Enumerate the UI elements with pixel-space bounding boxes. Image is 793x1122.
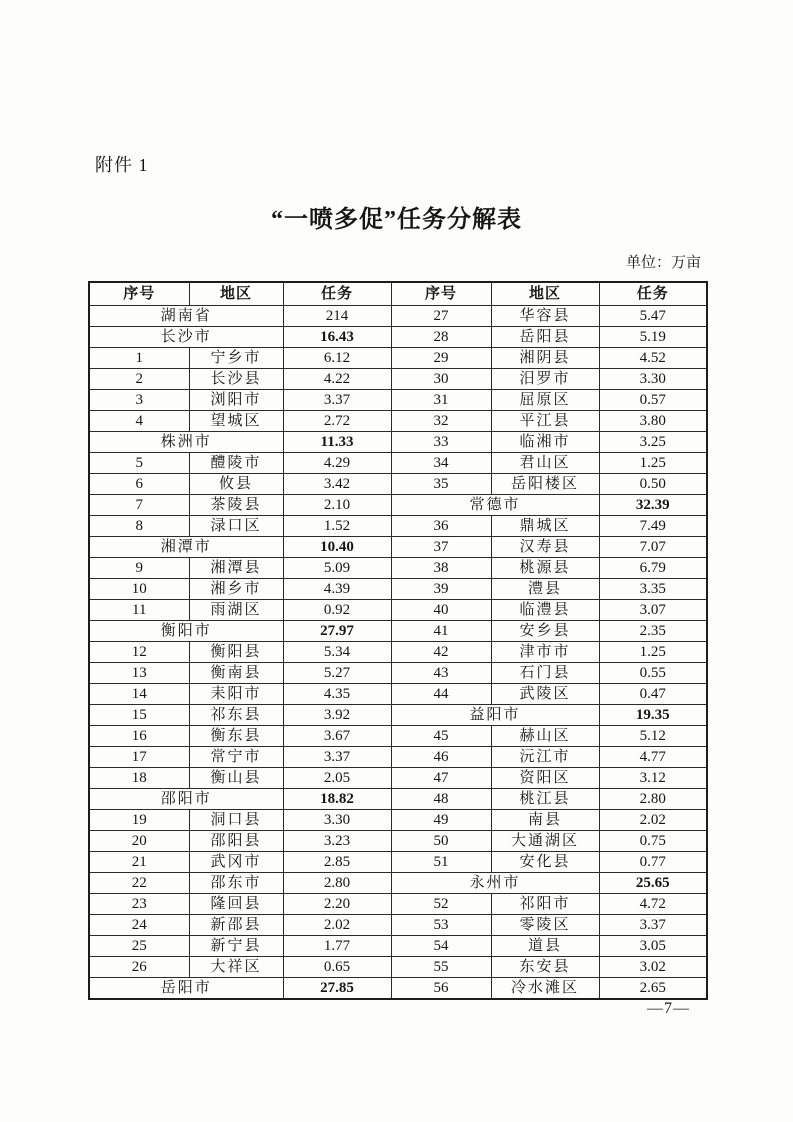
task-cell: 1.25 xyxy=(599,453,707,474)
table-row xyxy=(89,474,707,495)
page-title: “一喷多促”任务分解表 xyxy=(271,207,522,233)
seq-cell: 19 xyxy=(89,810,189,831)
region-cell: 茶陵县 xyxy=(189,495,283,516)
task-cell: 11.33 xyxy=(283,432,391,453)
table-row xyxy=(89,705,707,726)
table-row xyxy=(89,621,707,642)
region-cell: 湘阴县 xyxy=(491,348,599,369)
seq-cell: 43 xyxy=(391,663,491,684)
seq-cell: 22 xyxy=(89,873,189,894)
task-cell: 3.07 xyxy=(599,600,707,621)
region-cell: 华容县 xyxy=(491,306,599,327)
task-cell: 214 xyxy=(283,306,391,327)
table-row xyxy=(89,873,707,894)
table-row xyxy=(89,306,707,327)
task-cell: 0.57 xyxy=(599,390,707,411)
task-cell: 3.92 xyxy=(283,705,391,726)
region-summary-cell: 衡阳市 xyxy=(89,621,283,642)
region-cell: 东安县 xyxy=(491,957,599,978)
task-cell: 4.35 xyxy=(283,684,391,705)
table-row xyxy=(89,600,707,621)
seq-cell: 15 xyxy=(89,705,189,726)
task-cell: 3.37 xyxy=(283,747,391,768)
task-cell: 3.25 xyxy=(599,432,707,453)
region-cell: 望城区 xyxy=(189,411,283,432)
seq-cell: 17 xyxy=(89,747,189,768)
task-cell: 0.92 xyxy=(283,600,391,621)
seq-cell: 53 xyxy=(391,915,491,936)
region-cell: 安乡县 xyxy=(491,621,599,642)
task-cell: 18.82 xyxy=(283,789,391,810)
unit-note: 单位：万亩 xyxy=(625,255,701,271)
seq-cell: 4 xyxy=(89,411,189,432)
task-cell: 27.85 xyxy=(283,978,391,1000)
seq-cell: 6 xyxy=(89,474,189,495)
region-cell: 醴陵市 xyxy=(189,453,283,474)
region-cell: 武陵区 xyxy=(491,684,599,705)
task-cell: 3.23 xyxy=(283,831,391,852)
table-row xyxy=(89,936,707,957)
seq-cell: 16 xyxy=(89,726,189,747)
task-cell: 1.25 xyxy=(599,642,707,663)
region-cell: 澧县 xyxy=(491,579,599,600)
region-summary-cell: 常德市 xyxy=(391,495,599,516)
seq-cell: 24 xyxy=(89,915,189,936)
seq-cell: 10 xyxy=(89,579,189,600)
region-cell: 道县 xyxy=(491,936,599,957)
task-cell: 3.05 xyxy=(599,936,707,957)
seq-cell: 1 xyxy=(89,348,189,369)
seq-cell: 52 xyxy=(391,894,491,915)
region-cell: 安化县 xyxy=(491,852,599,873)
seq-cell: 56 xyxy=(391,978,491,1000)
task-cell: 2.80 xyxy=(599,789,707,810)
table-row xyxy=(89,369,707,390)
task-cell: 2.02 xyxy=(283,915,391,936)
task-cell: 0.77 xyxy=(599,852,707,873)
region-cell: 大祥区 xyxy=(189,957,283,978)
region-cell: 沅江市 xyxy=(491,747,599,768)
task-cell: 3.42 xyxy=(283,474,391,495)
task-cell: 4.39 xyxy=(283,579,391,600)
region-cell: 大通湖区 xyxy=(491,831,599,852)
task-table xyxy=(88,281,708,1000)
table-row xyxy=(89,411,707,432)
table-row xyxy=(89,852,707,873)
region-cell: 常宁市 xyxy=(189,747,283,768)
table-row xyxy=(89,432,707,453)
seq-cell: 51 xyxy=(391,852,491,873)
seq-cell: 7 xyxy=(89,495,189,516)
seq-cell: 55 xyxy=(391,957,491,978)
table-row xyxy=(89,957,707,978)
task-cell: 5.12 xyxy=(599,726,707,747)
region-cell: 桃源县 xyxy=(491,558,599,579)
table-row xyxy=(89,831,707,852)
seq-cell: 23 xyxy=(89,894,189,915)
table-row xyxy=(89,726,707,747)
region-summary-cell: 湘潭市 xyxy=(89,537,283,558)
seq-cell: 50 xyxy=(391,831,491,852)
region-cell: 渌口区 xyxy=(189,516,283,537)
task-cell: 5.47 xyxy=(599,306,707,327)
seq-cell: 2 xyxy=(89,369,189,390)
header-cell: 地区 xyxy=(491,282,599,306)
task-cell: 10.40 xyxy=(283,537,391,558)
region-cell: 隆回县 xyxy=(189,894,283,915)
seq-cell: 9 xyxy=(89,558,189,579)
region-cell: 南县 xyxy=(491,810,599,831)
region-cell: 桃江县 xyxy=(491,789,599,810)
region-cell: 攸县 xyxy=(189,474,283,495)
region-cell: 洞口县 xyxy=(189,810,283,831)
seq-cell: 48 xyxy=(391,789,491,810)
seq-cell: 45 xyxy=(391,726,491,747)
task-cell: 5.27 xyxy=(283,663,391,684)
table-row xyxy=(89,579,707,600)
task-cell: 0.47 xyxy=(599,684,707,705)
task-cell: 2.80 xyxy=(283,873,391,894)
seq-cell: 47 xyxy=(391,768,491,789)
seq-cell: 44 xyxy=(391,684,491,705)
table-row xyxy=(89,663,707,684)
seq-cell: 3 xyxy=(89,390,189,411)
seq-cell: 28 xyxy=(391,327,491,348)
task-cell: 3.35 xyxy=(599,579,707,600)
task-cell: 32.39 xyxy=(599,495,707,516)
seq-cell: 33 xyxy=(391,432,491,453)
task-cell: 2.02 xyxy=(599,810,707,831)
region-cell: 长沙县 xyxy=(189,369,283,390)
table-row xyxy=(89,747,707,768)
task-cell: 6.79 xyxy=(599,558,707,579)
task-cell: 3.37 xyxy=(599,915,707,936)
region-cell: 邵东市 xyxy=(189,873,283,894)
header-cell: 任务 xyxy=(283,282,391,306)
region-cell: 岳阳楼区 xyxy=(491,474,599,495)
region-summary-cell: 永州市 xyxy=(391,873,599,894)
task-cell: 19.35 xyxy=(599,705,707,726)
table-row xyxy=(89,810,707,831)
table-row xyxy=(89,642,707,663)
region-cell: 邵阳县 xyxy=(189,831,283,852)
region-cell: 武冈市 xyxy=(189,852,283,873)
region-cell: 新宁县 xyxy=(189,936,283,957)
seq-cell: 54 xyxy=(391,936,491,957)
table-row xyxy=(89,915,707,936)
task-cell: 0.65 xyxy=(283,957,391,978)
seq-cell: 27 xyxy=(391,306,491,327)
region-cell: 汉寿县 xyxy=(491,537,599,558)
table-row xyxy=(89,789,707,810)
header-row xyxy=(89,282,707,306)
seq-cell: 32 xyxy=(391,411,491,432)
region-cell: 石门县 xyxy=(491,663,599,684)
region-cell: 祁东县 xyxy=(189,705,283,726)
region-summary-cell: 长沙市 xyxy=(89,327,283,348)
region-cell: 衡东县 xyxy=(189,726,283,747)
header-cell: 地区 xyxy=(189,282,283,306)
task-cell: 4.77 xyxy=(599,747,707,768)
region-cell: 临湘市 xyxy=(491,432,599,453)
table-row xyxy=(89,978,707,1000)
region-cell: 衡阳县 xyxy=(189,642,283,663)
table-row xyxy=(89,327,707,348)
seq-cell: 20 xyxy=(89,831,189,852)
task-cell: 2.72 xyxy=(283,411,391,432)
page-number: —7— xyxy=(647,1000,690,1017)
region-cell: 平江县 xyxy=(491,411,599,432)
table-row xyxy=(89,390,707,411)
region-summary-cell: 岳阳市 xyxy=(89,978,283,1000)
table-row xyxy=(89,348,707,369)
task-cell: 2.20 xyxy=(283,894,391,915)
seq-cell: 36 xyxy=(391,516,491,537)
task-cell: 27.97 xyxy=(283,621,391,642)
task-cell: 3.37 xyxy=(283,390,391,411)
seq-cell: 38 xyxy=(391,558,491,579)
task-cell: 2.35 xyxy=(599,621,707,642)
task-cell: 1.52 xyxy=(283,516,391,537)
seq-cell: 35 xyxy=(391,474,491,495)
header-cell: 序号 xyxy=(89,282,189,306)
region-summary-cell: 株洲市 xyxy=(89,432,283,453)
region-summary-cell: 湖南省 xyxy=(89,306,283,327)
region-cell: 零陵区 xyxy=(491,915,599,936)
region-cell: 屈原区 xyxy=(491,390,599,411)
region-summary-cell: 邵阳市 xyxy=(89,789,283,810)
task-cell: 7.07 xyxy=(599,537,707,558)
seq-cell: 25 xyxy=(89,936,189,957)
table-row xyxy=(89,516,707,537)
task-cell: 5.09 xyxy=(283,558,391,579)
attachment-label: 附件 1 xyxy=(95,155,149,175)
task-cell: 6.12 xyxy=(283,348,391,369)
seq-cell: 14 xyxy=(89,684,189,705)
seq-cell: 12 xyxy=(89,642,189,663)
region-cell: 衡山县 xyxy=(189,768,283,789)
region-cell: 汨罗市 xyxy=(491,369,599,390)
table-row xyxy=(89,495,707,516)
task-cell: 1.77 xyxy=(283,936,391,957)
region-cell: 湘乡市 xyxy=(189,579,283,600)
region-cell: 雨湖区 xyxy=(189,600,283,621)
seq-cell: 49 xyxy=(391,810,491,831)
region-cell: 衡南县 xyxy=(189,663,283,684)
table-row xyxy=(89,894,707,915)
seq-cell: 39 xyxy=(391,579,491,600)
task-cell: 3.30 xyxy=(599,369,707,390)
table-row xyxy=(89,684,707,705)
task-cell: 2.10 xyxy=(283,495,391,516)
task-cell: 3.30 xyxy=(283,810,391,831)
seq-cell: 30 xyxy=(391,369,491,390)
seq-cell: 46 xyxy=(391,747,491,768)
seq-cell: 37 xyxy=(391,537,491,558)
task-cell: 7.49 xyxy=(599,516,707,537)
region-cell: 津市市 xyxy=(491,642,599,663)
task-cell: 0.55 xyxy=(599,663,707,684)
task-cell: 2.05 xyxy=(283,768,391,789)
region-cell: 鼎城区 xyxy=(491,516,599,537)
region-cell: 临澧县 xyxy=(491,600,599,621)
table-row xyxy=(89,558,707,579)
seq-cell: 29 xyxy=(391,348,491,369)
region-cell: 耒阳市 xyxy=(189,684,283,705)
region-cell: 浏阳市 xyxy=(189,390,283,411)
task-cell: 5.19 xyxy=(599,327,707,348)
seq-cell: 5 xyxy=(89,453,189,474)
task-cell: 3.67 xyxy=(283,726,391,747)
table-row xyxy=(89,453,707,474)
region-summary-cell: 益阳市 xyxy=(391,705,599,726)
region-cell: 资阳区 xyxy=(491,768,599,789)
task-cell: 4.72 xyxy=(599,894,707,915)
table-body xyxy=(89,306,707,1000)
region-cell: 赫山区 xyxy=(491,726,599,747)
region-cell: 岳阳县 xyxy=(491,327,599,348)
seq-cell: 31 xyxy=(391,390,491,411)
task-cell: 4.29 xyxy=(283,453,391,474)
region-cell: 祁阳市 xyxy=(491,894,599,915)
seq-cell: 21 xyxy=(89,852,189,873)
seq-cell: 18 xyxy=(89,768,189,789)
task-cell: 16.43 xyxy=(283,327,391,348)
header-cell: 任务 xyxy=(599,282,707,306)
task-cell: 2.85 xyxy=(283,852,391,873)
seq-cell: 26 xyxy=(89,957,189,978)
region-cell: 冷水滩区 xyxy=(491,978,599,1000)
task-cell: 0.50 xyxy=(599,474,707,495)
task-cell: 3.02 xyxy=(599,957,707,978)
region-cell: 宁乡市 xyxy=(189,348,283,369)
table-row xyxy=(89,537,707,558)
region-cell: 君山区 xyxy=(491,453,599,474)
seq-cell: 40 xyxy=(391,600,491,621)
task-cell: 2.65 xyxy=(599,978,707,1000)
region-cell: 湘潭县 xyxy=(189,558,283,579)
header-cell: 序号 xyxy=(391,282,491,306)
task-cell: 4.22 xyxy=(283,369,391,390)
seq-cell: 8 xyxy=(89,516,189,537)
region-cell: 新邵县 xyxy=(189,915,283,936)
task-cell: 5.34 xyxy=(283,642,391,663)
seq-cell: 11 xyxy=(89,600,189,621)
seq-cell: 34 xyxy=(391,453,491,474)
task-cell: 0.75 xyxy=(599,831,707,852)
seq-cell: 42 xyxy=(391,642,491,663)
task-cell: 3.12 xyxy=(599,768,707,789)
seq-cell: 13 xyxy=(89,663,189,684)
table-header xyxy=(89,282,707,306)
seq-cell: 41 xyxy=(391,621,491,642)
task-cell: 4.52 xyxy=(599,348,707,369)
table-row xyxy=(89,768,707,789)
task-cell: 3.80 xyxy=(599,411,707,432)
task-cell: 25.65 xyxy=(599,873,707,894)
